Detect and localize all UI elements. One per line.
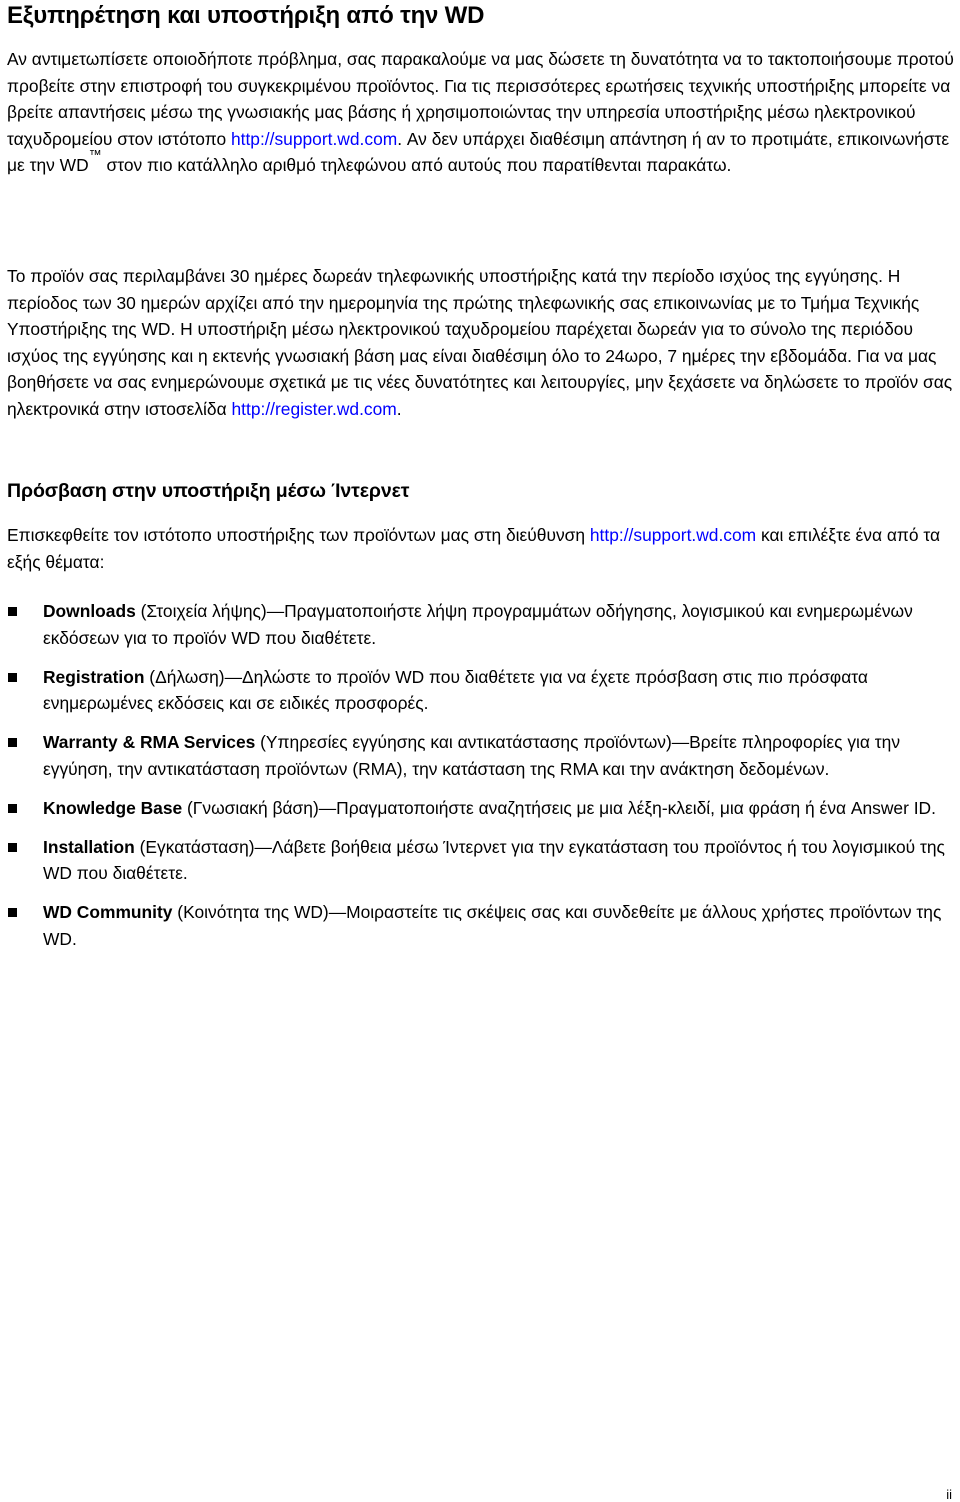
bullet-square-icon [8, 843, 17, 852]
list-item [7, 834, 957, 887]
access-text-a: Επισκεφθείτε τον ιστότοπο υποστήριξης των προϊόντων μας στη διεύθυνση [7, 525, 590, 545]
item-term: Warranty & RMA Services [43, 732, 256, 752]
list-item [7, 729, 957, 782]
list-item [7, 899, 957, 952]
support-link-2[interactable]: http://support.wd.com [589, 525, 757, 545]
intro-text-b: . Αν δεν υπάρχει διαθέσιμη απάντηση ή αν το προτιμάτε, επικοινωνήστε με την WD [7, 128, 950, 175]
warranty-paragraph [7, 263, 957, 422]
list-item [7, 664, 957, 717]
bullet-square-icon [8, 738, 17, 747]
item-desc: (Γνωσιακή βάση)—Πραγματοποιήστε αναζητήσεις με μια λέξη-κλειδί, μια φράση ή ένα Answer ID. [182, 797, 936, 818]
intro-text-a: Αν αντιμετωπίσετε οποιοδήποτε πρόβλημα, σας παρακαλούμε να μας δώσετε τη δυνατότητα να το τακτοποιήσουμε προτού προβείτε στην επιστροφή του συγκεκριμένου προϊόντος. Για τις περισσότερες ερωτήσεις τεχνικής υποστήριξης μπορείτε να βρείτε απαντήσεις μέσω της γνωσιακής μας βάσης ή χρησιμοποιώντας την υπηρεσία υποστήριξης μέσω ηλεκτρονικού ταχυδρομείου στον ιστότοπο [7, 49, 954, 149]
trademark-symbol: ™ [88, 147, 102, 162]
intro-text-c: στον πιο κατάλληλο αριθμό τηλεφώνου από αυτούς που παρατίθενται παρακάτω. [101, 155, 732, 175]
bullet-square-icon [8, 804, 17, 813]
section-heading: Πρόσβαση στην υποστήριξη μέσω Ίντερνετ [7, 480, 410, 502]
item-desc: (Εγκατάσταση)—Λάβετε βοήθεια μέσω Ίντερνετ για την εγκατάσταση του προϊόντος ή του λογισμικού της WD που διαθέτετε. [43, 836, 945, 883]
item-desc: (Κοινότητα της WD)—Μοιραστείτε τις σκέψεις σας και συνδεθείτε με άλλους χρήστες προϊόντων της WD. [43, 902, 942, 949]
warranty-text-a: Το προϊόν σας περιλαμβάνει 30 ημέρες δωρεάν τηλεφωνικής υποστήριξης κατά την περίοδο ισχύος της εγγύησης. Η περίοδος των 30 ημερών αρχίζει από την ημερομηνία της πρώτης τηλεφωνικής σας επικοινωνίας με το Τμήμα Τεχνικής Υποστήριξης της WD. Η υποστήριξη μέσω ηλεκτρονικού ταχυδρομείου παρέχεται δωρεάν για το σύνολο της περιόδου ισχύος της εγγύησης και η εκτενής γνωσιακή βάση μας είναι διαθέσιμη όλο το 24ωρο, 7 ημέρες την εβδομάδα. Για να μας βοηθήσετε να σας ενημερώνουμε σχετικά με τις νέες δυνατότητες και λειτουργίες, μην ξεχάσετε να δηλώσετε το προϊόν σας ηλεκτρονικά στην ιστοσελίδα [7, 266, 953, 419]
access-paragraph [7, 522, 957, 575]
page-title: Εξυπηρέτηση και υποστήριξη από την WD [7, 2, 485, 29]
page-number: ii [946, 1487, 952, 1502]
item-term: Knowledge Base [43, 797, 183, 818]
bullet-square-icon [8, 908, 17, 917]
access-text-b: και επιλέξτε ένα από τα εξής θέματα: [7, 525, 941, 572]
item-term: Downloads [43, 601, 136, 621]
item-desc: (Δήλωση)—Δηλώστε το προϊόν WD που διαθέτετε για να έχετε πρόσβαση στις πιο πρόσφατα ενημερωμένες εκδόσεις και σε ειδικές προσφορές. [43, 666, 868, 713]
support-link[interactable]: http://support.wd.com [230, 128, 398, 149]
list-item [7, 795, 957, 822]
warranty-text-b: . [396, 398, 402, 419]
bullet-square-icon [8, 673, 17, 682]
support-topics-list [7, 598, 957, 965]
item-term: WD Community [43, 902, 173, 922]
item-term: Registration [43, 666, 145, 687]
bullet-square-icon [8, 607, 17, 616]
list-item [7, 598, 957, 651]
intro-paragraph [7, 46, 957, 179]
item-term: Installation [43, 836, 135, 857]
register-link[interactable]: http://register.wd.com [231, 398, 397, 419]
item-desc: (Υπηρεσίες εγγύησης και αντικατάστασης προϊόντων)—Βρείτε πληροφορίες για την εγγύηση, την αντικατάσταση προϊόντων (RMA), την κατάσταση της RMA και την ανάκτηση δεδομένων. [43, 732, 901, 779]
item-desc: (Στοιχεία λήψης)—Πραγματοποιήστε λήψη προγραμμάτων οδήγησης, λογισμικού και ενημερωμένων εκδόσεων για το προϊόν WD που διαθέτετε. [43, 601, 913, 648]
